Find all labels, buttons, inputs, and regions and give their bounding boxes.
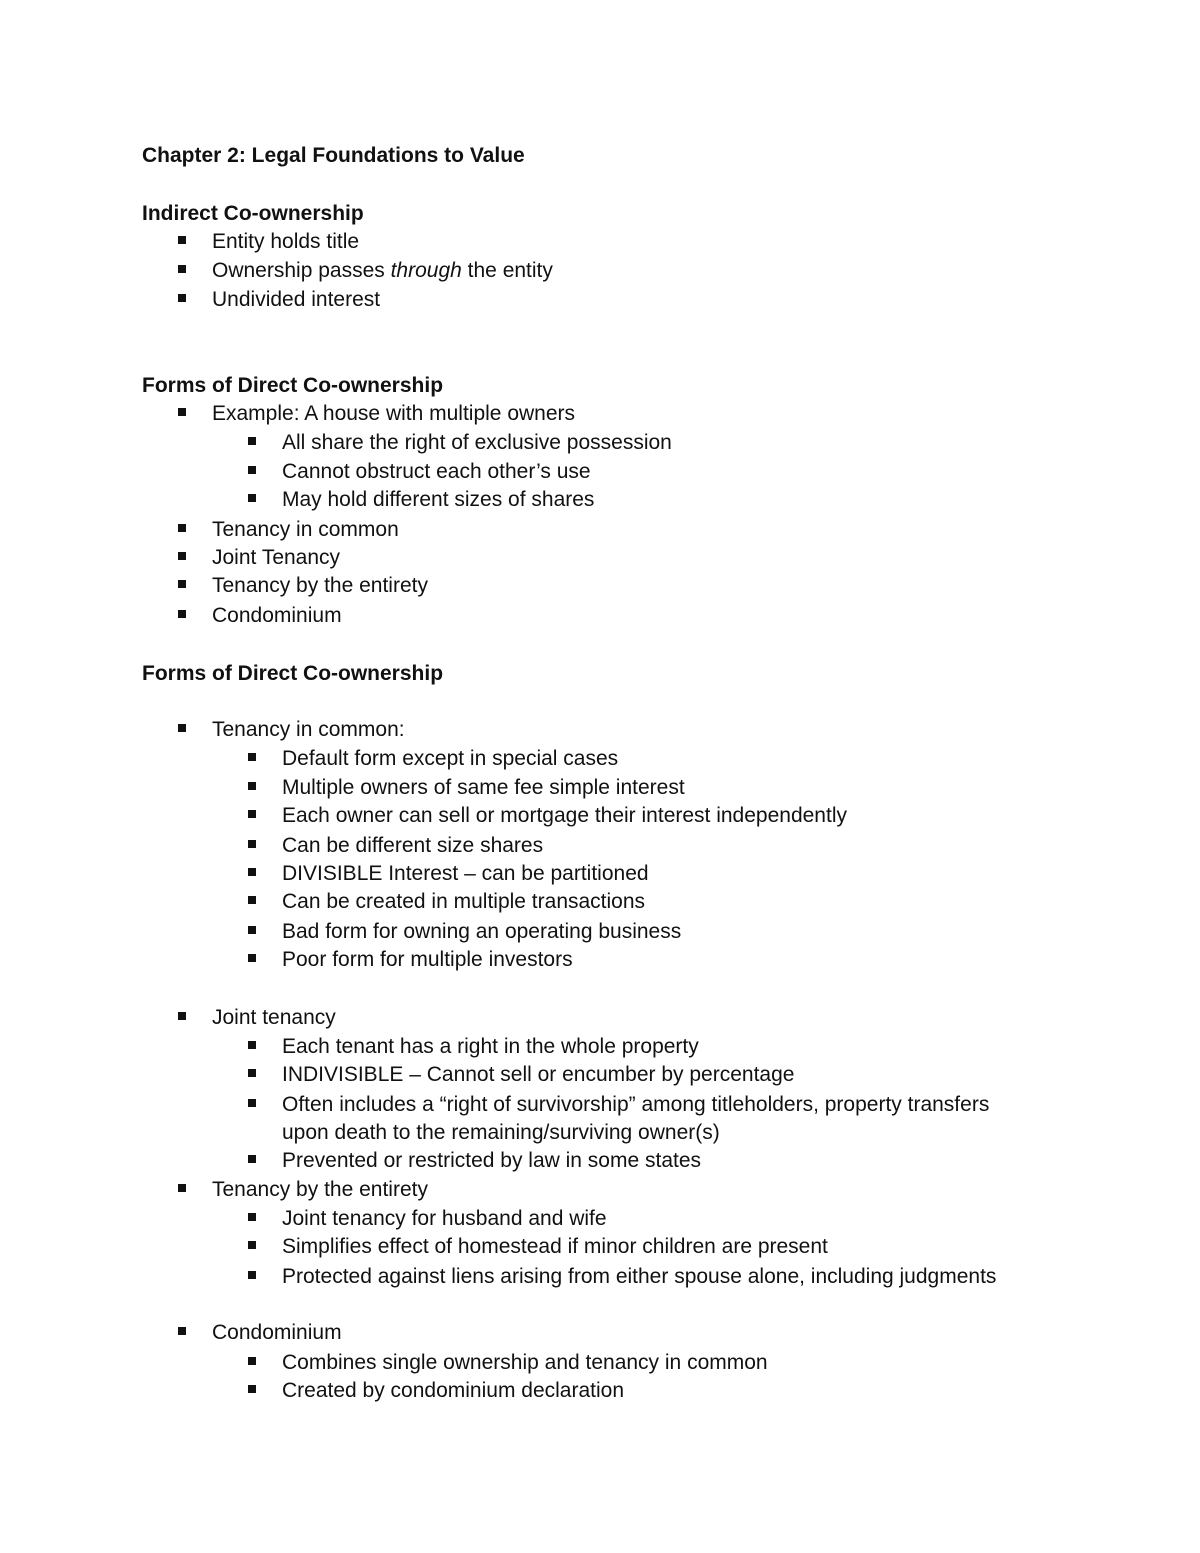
list-item: Prevented or restricted by law in some states: [282, 1149, 702, 1172]
bullet-icon: [178, 408, 186, 416]
bullet-icon: [178, 1327, 186, 1335]
bullet-icon: [248, 753, 256, 761]
bullet-icon: [178, 580, 186, 588]
bullet-icon: [248, 954, 256, 962]
bullet-icon: [248, 926, 256, 934]
list-item: May hold different sizes of shares: [282, 488, 595, 511]
emphasis-text: through: [390, 259, 462, 282]
bullet-icon: [248, 782, 256, 790]
bullet-icon: [178, 1012, 186, 1020]
bullet-icon: [248, 840, 256, 848]
bullet-icon: [248, 868, 256, 876]
list-item: DIVISIBLE Interest – can be partitioned: [282, 862, 649, 885]
bullet-icon: [178, 610, 186, 618]
list-item: Combines single ownership and tenancy in common: [282, 1351, 768, 1374]
bullet-icon: [248, 466, 256, 474]
list-item: Poor form for multiple investors: [282, 948, 573, 971]
list-item-continuation: upon death to the remaining/surviving owner(s): [282, 1121, 720, 1144]
list-item: Entity holds title: [212, 230, 360, 253]
list-item-text: the entity: [461, 259, 553, 282]
bullet-icon: [248, 1385, 256, 1393]
list-item: Bad form for owning an operating business: [282, 920, 682, 943]
bullet-icon: [248, 1155, 256, 1163]
list-item: Multiple owners of same fee simple interest: [282, 776, 685, 799]
bullet-icon: [248, 810, 256, 818]
bullet-icon: [178, 294, 186, 302]
list-item: Cannot obstruct each other’s use: [282, 460, 591, 483]
list-item: Can be different size shares: [282, 834, 544, 857]
bullet-icon: [178, 1184, 186, 1192]
list-item: Protected against liens arising from either spouse alone, including judgments: [282, 1265, 997, 1288]
list-item: Simplifies effect of homestead if minor children are present: [282, 1235, 828, 1258]
list-item: Can be created in multiple transactions: [282, 890, 646, 913]
list-item: Joint tenancy: [212, 1006, 336, 1029]
bullet-icon: [248, 437, 256, 445]
list-item: Condominium: [212, 1321, 342, 1344]
bullet-icon: [178, 265, 186, 273]
list-item: Example: A house with multiple owners: [212, 402, 576, 425]
bullet-icon: [248, 1213, 256, 1221]
bullet-icon: [248, 1357, 256, 1365]
list-item: INDIVISIBLE – Cannot sell or encumber by percentage: [282, 1063, 795, 1086]
list-item: Created by condominium declaration: [282, 1379, 625, 1402]
list-item: Often includes a “right of survivorship” among titleholders, property transfers: [282, 1093, 990, 1116]
list-item: Tenancy in common: [212, 518, 399, 541]
list-item: Joint Tenancy: [212, 546, 341, 569]
bullet-icon: [248, 1271, 256, 1279]
list-item: Tenancy by the entirety: [212, 574, 428, 597]
section-heading-indirect: Indirect Co-ownership: [142, 202, 364, 225]
section-heading-direct-2: Forms of Direct Co-ownership: [142, 662, 444, 685]
bullet-icon: [248, 494, 256, 502]
bullet-icon: [248, 1099, 256, 1107]
bullet-icon: [178, 724, 186, 732]
list-item: [212, 257, 553, 285]
bullet-icon: [248, 896, 256, 904]
list-item: Tenancy by the entirety: [212, 1178, 428, 1201]
bullet-icon: [178, 552, 186, 560]
list-item: Each owner can sell or mortgage their interest independently: [282, 804, 847, 827]
bullet-icon: [248, 1069, 256, 1077]
bullet-icon: [248, 1041, 256, 1049]
list-item: All share the right of exclusive possession: [282, 431, 672, 454]
bullet-icon: [178, 236, 186, 244]
list-item: Each tenant has a right in the whole property: [282, 1035, 699, 1058]
page-title: Chapter 2: Legal Foundations to Value: [142, 144, 525, 167]
list-item: Tenancy in common:: [212, 718, 405, 741]
list-item: Default form except in special cases: [282, 747, 619, 770]
list-item: Joint tenancy for husband and wife: [282, 1207, 607, 1230]
section-heading-direct-1: Forms of Direct Co-ownership: [142, 374, 444, 397]
list-item-text: Ownership passes: [212, 259, 391, 282]
list-item: Undivided interest: [212, 288, 381, 311]
bullet-icon: [178, 524, 186, 532]
list-item: Condominium: [212, 604, 342, 627]
bullet-icon: [248, 1241, 256, 1249]
